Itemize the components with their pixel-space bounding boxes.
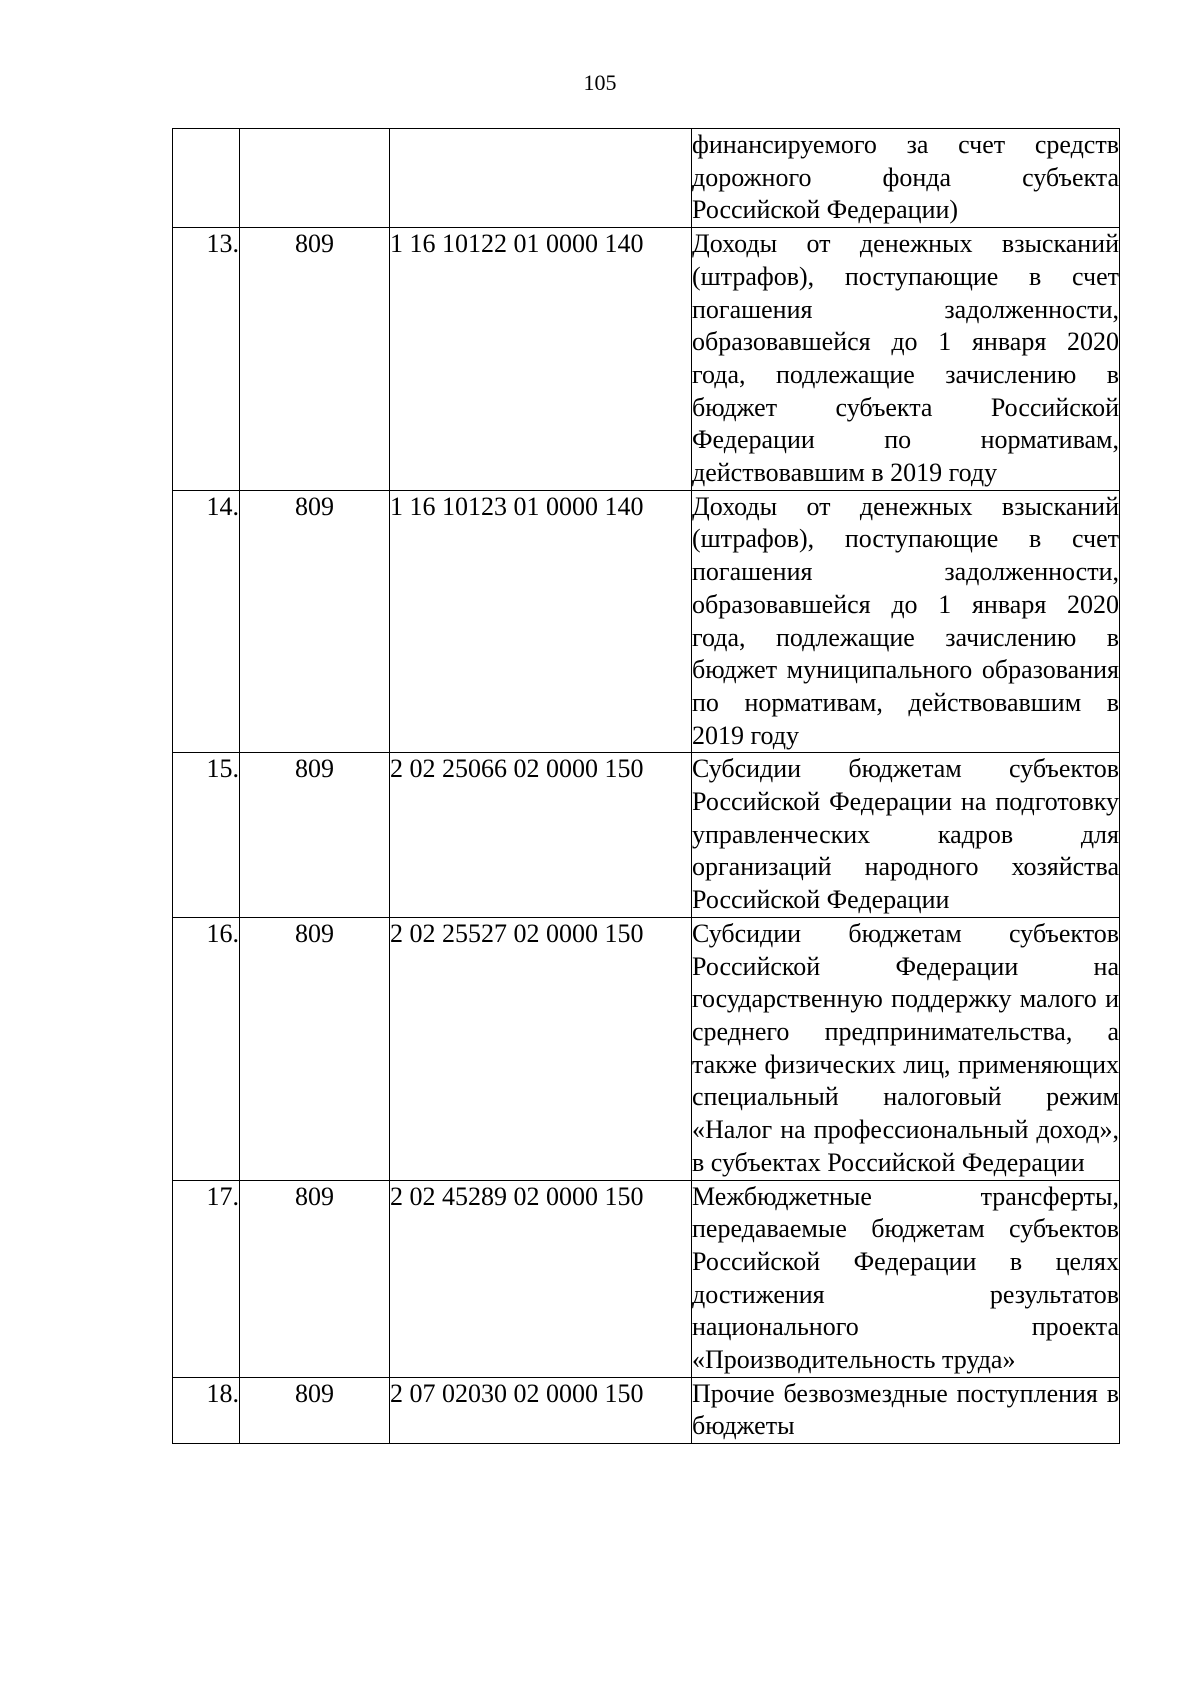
income-description-cell — [692, 129, 1120, 228]
budget-classification-code: 2 07 02030 02 0000 150 — [390, 1377, 692, 1443]
table-row — [173, 1180, 1120, 1377]
row-number: 13. — [173, 228, 240, 491]
row-number: 15. — [173, 753, 240, 918]
row-number: 18. — [173, 1377, 240, 1443]
income-description-cell — [692, 1180, 1120, 1377]
budget-classification-code: 1 16 10122 01 0000 140 — [390, 228, 692, 491]
administrator-code: 809 — [240, 490, 390, 753]
budget-classification-code — [390, 129, 692, 228]
budget-classification-code: 2 02 25066 02 0000 150 — [390, 753, 692, 918]
table-row — [173, 490, 1120, 753]
table-row — [173, 129, 1120, 228]
table-row — [173, 228, 1120, 491]
administrator-code: 809 — [240, 1180, 390, 1377]
income-description: Доходы от денежных взысканий (штрафов), поступающие в счет погашения задолженности, образовавшейся до 1 января 2020 года, подлежащие зачислению в бюджет субъекта Российской Федерации по нормативам, действовавшим в 2019 году — [692, 229, 1119, 488]
income-description: Доходы от денежных взысканий (штрафов), поступающие в счет погашения задолженности, образовавшейся до 1 января 2020 года, подлежащие зачислению в бюджет муниципального образования по нормативам, действовавшим в 2019 году — [692, 491, 1119, 750]
income-description-cell — [692, 753, 1120, 918]
budget-classification-code: 2 02 45289 02 0000 150 — [390, 1180, 692, 1377]
table-row — [173, 1377, 1120, 1443]
table-row — [173, 917, 1120, 1180]
page-number: 105 — [583, 70, 617, 95]
income-description: Субсидии бюджетам субъектов Российской Федерации на подготовку управленческих кадров для организаций народного хозяйства Российской Федерации — [692, 754, 1119, 915]
table-row — [173, 753, 1120, 918]
income-description: Субсидии бюджетам субъектов Российской Федерации на государственную поддержку малого и среднего предпринимательства, а также физических лиц, применяющих специальный налоговый режим «Налог на профессиональный доход», в субъектах Российской Федерации — [692, 918, 1119, 1177]
administrator-code — [240, 129, 390, 228]
income-description: Прочие безвозмездные поступления в бюджеты — [692, 1378, 1119, 1441]
income-description-cell — [692, 1377, 1120, 1443]
administrator-code: 809 — [240, 917, 390, 1180]
row-number: 17. — [173, 1180, 240, 1377]
budget-classification-code: 2 02 25527 02 0000 150 — [390, 917, 692, 1180]
income-description-cell — [692, 917, 1120, 1180]
administrator-code: 809 — [240, 228, 390, 491]
budget-classification-table — [172, 128, 1120, 1444]
income-description: финансируемого за счет средств дорожного фонда субъекта Российской Федерации) — [692, 130, 1119, 225]
income-description: Межбюджетные трансферты, передаваемые бюджетам субъектов Российской Федерации в целях достижения результатов национального проекта «Производительность труда» — [692, 1181, 1119, 1375]
administrator-code: 809 — [240, 1377, 390, 1443]
row-number: 14. — [173, 490, 240, 753]
administrator-code: 809 — [240, 753, 390, 918]
income-description-cell — [692, 228, 1120, 491]
row-number — [173, 129, 240, 228]
budget-classification-code: 1 16 10123 01 0000 140 — [390, 490, 692, 753]
income-description-cell — [692, 490, 1120, 753]
row-number: 16. — [173, 917, 240, 1180]
